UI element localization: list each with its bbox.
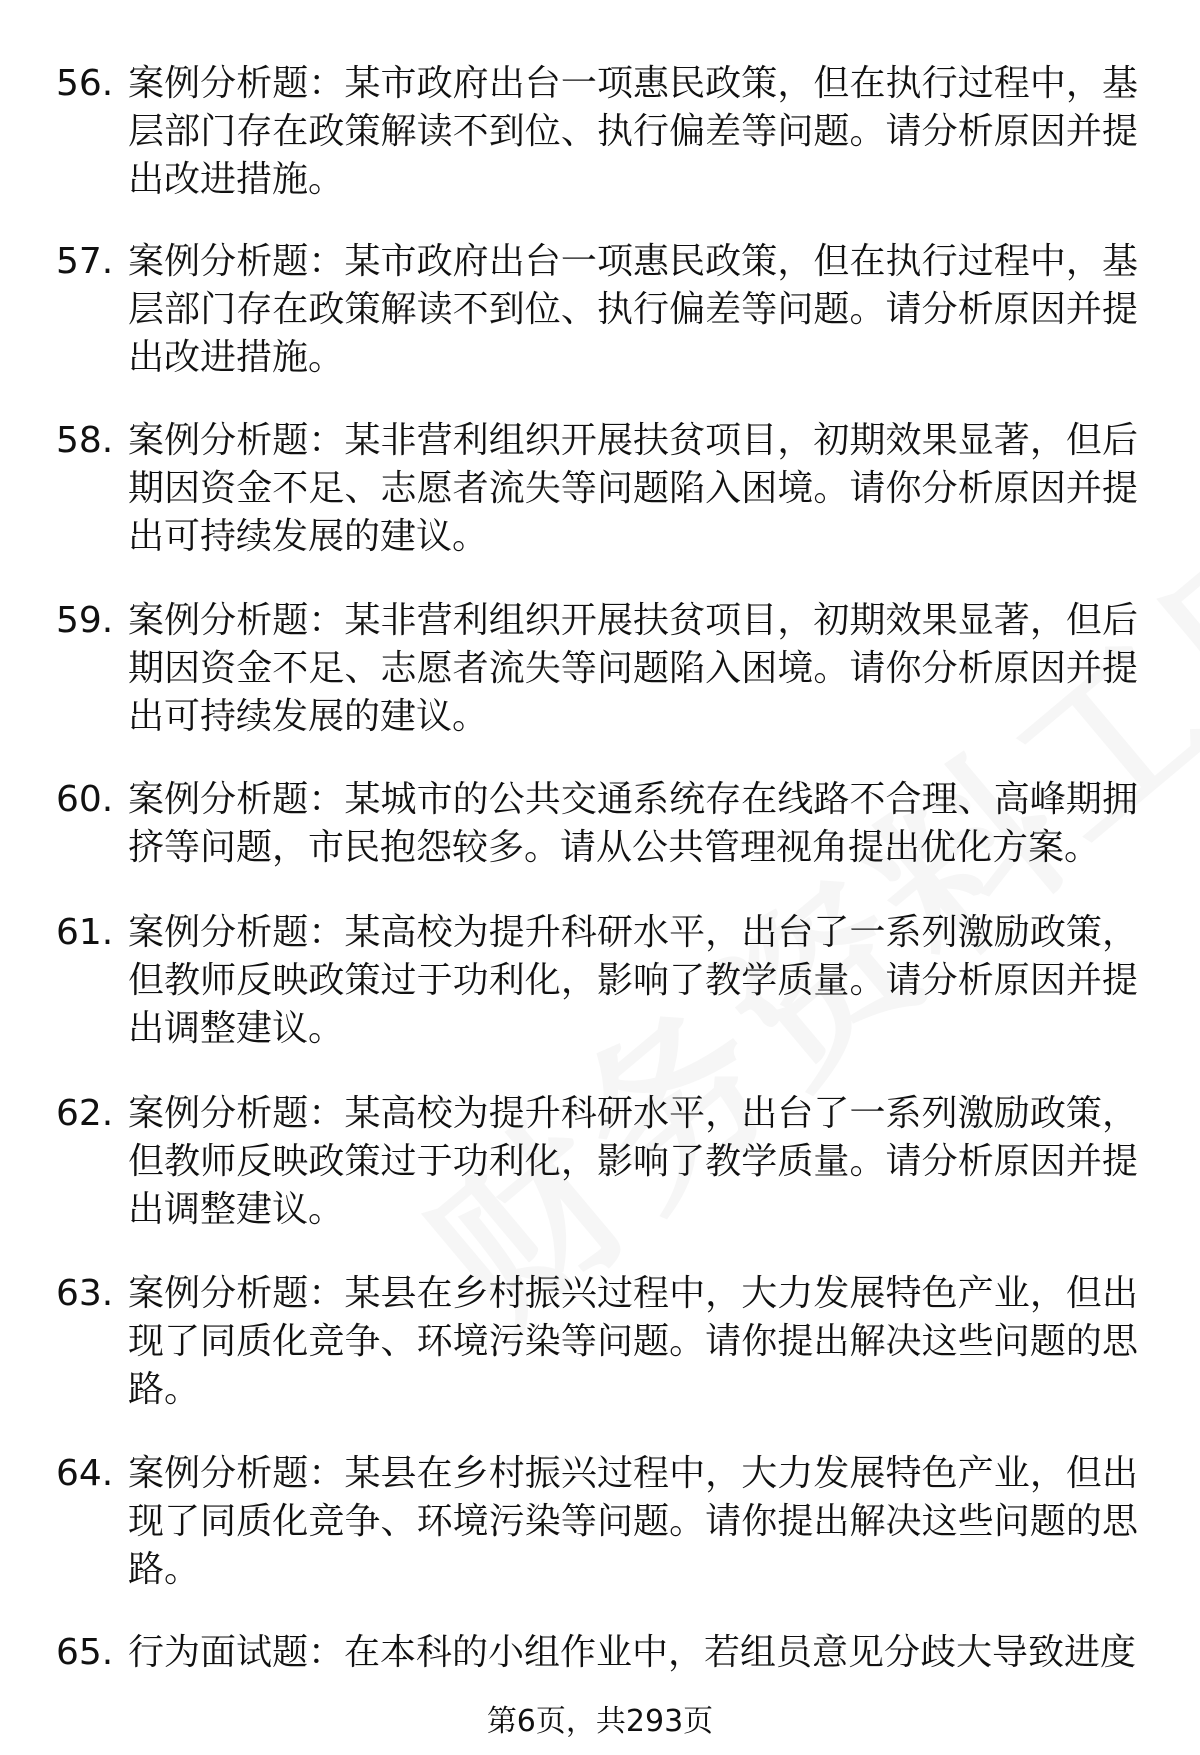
question-text: 案例分析题：某市政府出台一项惠民政策，但在执行过程中，基层部门存在政策解读不到位、执行偏差等问题。请分析原因并提出改进措施。 <box>128 63 1138 200</box>
question-number: 56. <box>56 63 114 104</box>
question-number: 59. <box>56 600 114 641</box>
question-number: 65. <box>56 1632 114 1673</box>
question-number: 62. <box>56 1093 114 1134</box>
page-number-label: 第6页，共293页 <box>486 1704 714 1739</box>
question-text: 案例分析题：某县在乡村振兴过程中，大力发展特色产业，但出现了同质化竞争、环境污染等问题。请你提出解决这些问题的思路。 <box>128 1273 1138 1410</box>
question-number: 57. <box>56 241 114 282</box>
question-text: 案例分析题：某县在乡村振兴过程中，大力发展特色产业，但出现了同质化竞争、环境污染等问题。请你提出解决这些问题的思路。 <box>128 1453 1138 1590</box>
page-footer <box>0 1702 1200 1742</box>
question-text: 案例分析题：某非营利组织开展扶贫项目，初期效果显著，但后期因资金不足、志愿者流失等问题陷入困境。请你分析原因并提出可持续发展的建议。 <box>128 600 1138 737</box>
question-text: 案例分析题：某非营利组织开展扶贫项目，初期效果显著，但后期因资金不足、志愿者流失等问题陷入困境。请你分析原因并提出可持续发展的建议。 <box>128 420 1138 557</box>
question-number: 61. <box>56 912 114 953</box>
question-text: 案例分析题：某市政府出台一项惠民政策，但在执行过程中，基层部门存在政策解读不到位、执行偏差等问题。请分析原因并提出改进措施。 <box>128 241 1138 378</box>
question-number: 63. <box>56 1273 114 1314</box>
question-text: 案例分析题：某城市的公共交通系统存在线路不合理、高峰期拥挤等问题，市民抱怨较多。请从公共管理视角提出优化方案。 <box>128 779 1138 868</box>
question-number: 58. <box>56 420 114 461</box>
question-number: 64. <box>56 1453 114 1494</box>
question-text: 行为面试题：在本科的小组作业中，若组员意见分歧大导致进度 <box>128 1632 1137 1673</box>
question-text: 案例分析题：某高校为提升科研水平，出台了一系列激励政策，但教师反映政策过于功利化，影响了教学质量。请分析原因并提出调整建议。 <box>128 1093 1138 1230</box>
question-number: 60. <box>56 779 114 820</box>
question-text: 案例分析题：某高校为提升科研水平，出台了一系列激励政策，但教师反映政策过于功利化，影响了教学质量。请分析原因并提出调整建议。 <box>128 912 1138 1049</box>
